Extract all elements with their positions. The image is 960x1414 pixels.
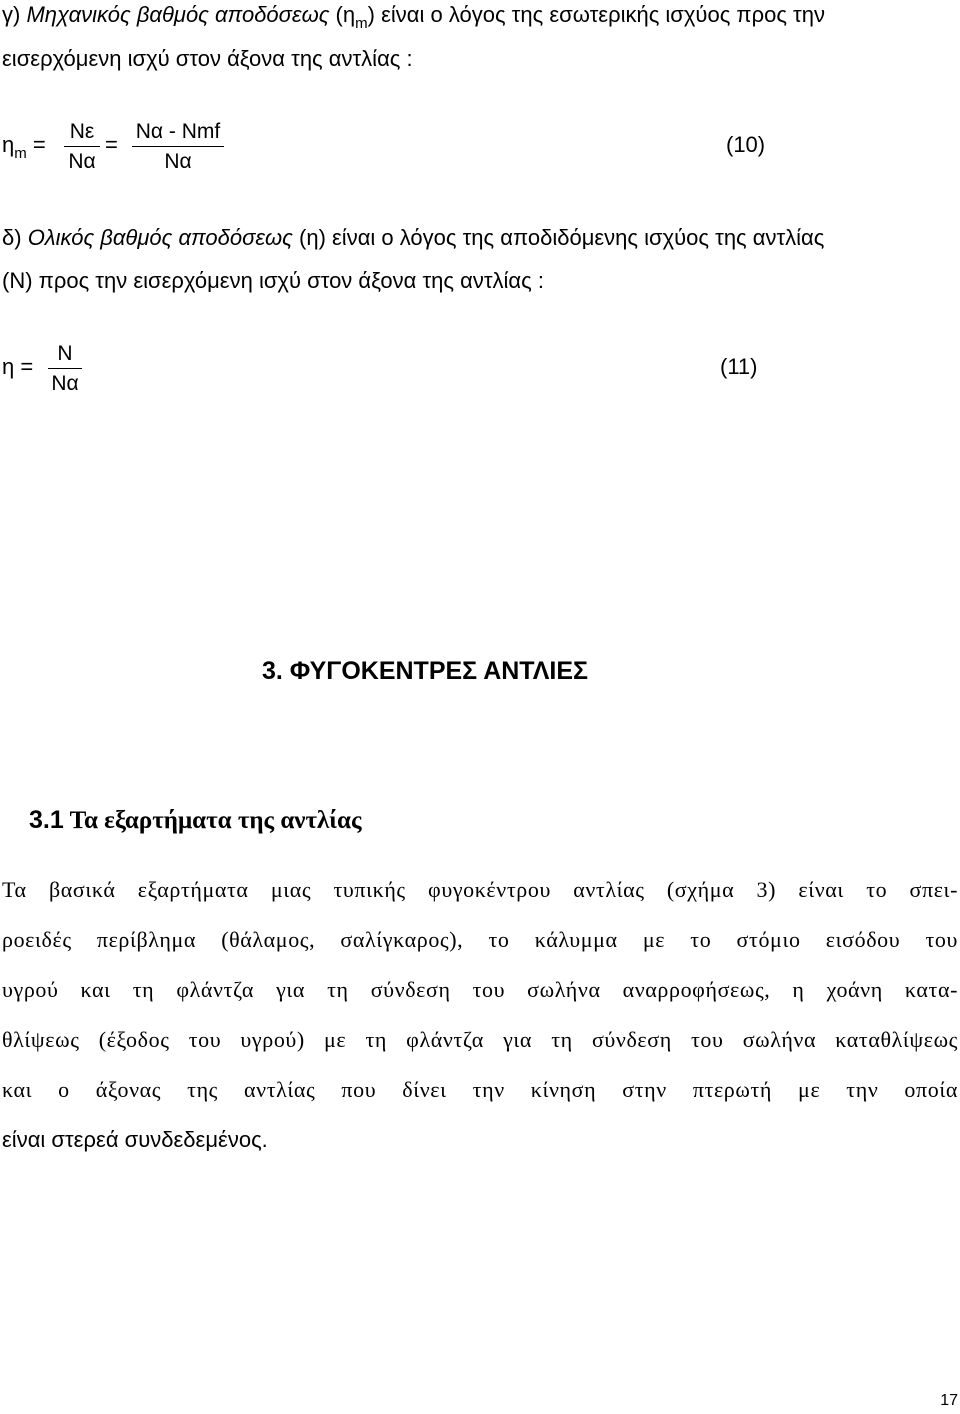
formula-11-lhs (2, 354, 33, 380)
fraction-1 (64, 118, 100, 175)
body-line-5: και ο άξονας της αντλίας που δίνει την κίνηση στην πτερωτή με την οποία (2, 1077, 958, 1102)
paragraph-gamma-rest: ) είναι ο λόγος της εσωτερικής ισχύος προς την (367, 2, 825, 27)
fraction-11-numerator: N (57, 342, 73, 365)
body-line-4: θλίψεως (έξοδος του υγρού) με τη φλάντζα για τη σύνδεση του σωλήνα καταθλίψεως (2, 1027, 958, 1052)
fraction-11 (48, 340, 82, 397)
body-line-6: είναι στερεά συνδεδεμένος. (2, 1127, 268, 1152)
list-prefix: γ) (2, 2, 27, 27)
fraction-2-numerator: Nα - Nmf (135, 120, 221, 143)
body-line-3: υγρού και τη φλάντζα για τη σύνδεση του σωλήνα αναρροφήσεως, η χοάνη κατα- (2, 977, 958, 1002)
paragraph-delta-rest: (η) είναι ο λόγος της αποδιδόμενης ισχύος της αντλίας (292, 225, 825, 250)
body-line-2: ροειδές περίβλημα (θάλαμος, σαλίγκαρος), το κάλυμμα με το στόμιο εισόδου του (2, 927, 958, 952)
fraction-2-denominator: Nα (164, 150, 192, 173)
equals-sign: = (20, 354, 34, 379)
term-total-efficiency: Ολικός βαθμός αποδόσεως (27, 225, 293, 250)
body-line-1: Τα βασικά εξαρτήματα μιας τυπικής φυγοκέντρου αντλίας (σχήμα 3) είναι το σπει- (2, 877, 958, 902)
eta-symbol: η (2, 354, 15, 379)
fraction-1-numerator: Nε (69, 120, 95, 143)
symbol-open: (η (329, 2, 356, 27)
paragraph-delta-line1 (2, 225, 824, 251)
section-heading: 3. ΦΥΓΟΚΕΝΤΡΕΣ ΑΝΤΛΙΕΣ (262, 657, 589, 685)
paragraph-gamma-line1 (2, 2, 825, 31)
equals-sign: = (32, 132, 46, 157)
term-mechanical-efficiency: Μηχανικός βαθμός αποδόσεως (26, 2, 330, 27)
symbol-subscript: m (355, 15, 368, 32)
list-prefix: δ) (2, 225, 28, 250)
equation-number-10: (10) (726, 132, 766, 157)
page-number: 17 (940, 1392, 958, 1409)
paragraph-gamma-line2: εισερχόμενη ισχύ στον άξονα της αντλίας : (2, 46, 413, 71)
equals-sign-2: = (105, 132, 118, 157)
subsection-number: 3.1 (29, 806, 64, 834)
fraction-2 (132, 118, 224, 175)
eta-symbol: η (2, 132, 15, 157)
subsection-title: Τα εξαρτήματα της αντλίας (63, 807, 362, 834)
eta-subscript: m (14, 145, 27, 162)
paragraph-delta-line2: (N) προς την εισερχόμενη ισχύ στον άξονα της αντλίας : (2, 268, 544, 293)
equation-number-11: (11) (720, 354, 758, 379)
fraction-11-denominator: Nα (51, 372, 79, 395)
fraction-1-denominator: Nα (68, 150, 96, 173)
formula-10-lhs (2, 132, 46, 161)
subsection-heading (29, 805, 362, 836)
